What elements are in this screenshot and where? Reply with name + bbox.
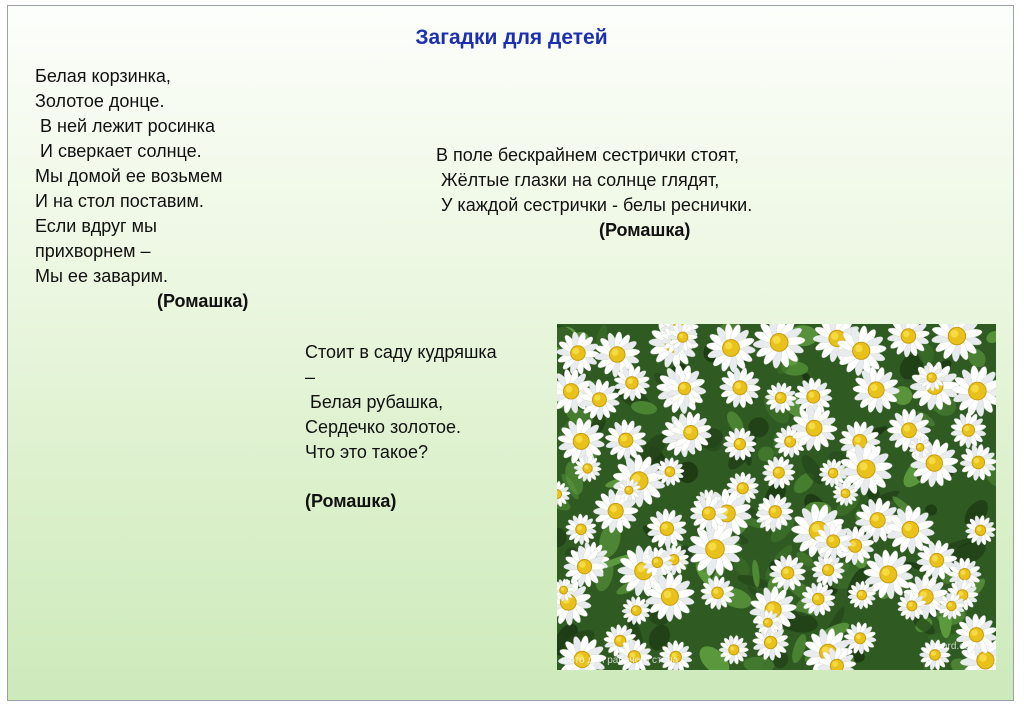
riddle-line: Жёлтые глазки на солнце глядят, [436,170,720,190]
riddle-1 [35,64,248,314]
riddle-line: У каждой сестрички - белы реснички. [436,195,753,215]
slide [7,5,1014,701]
riddle-2 [436,143,752,243]
riddle-line: Мы домой ее возьмем [35,166,223,186]
riddle-line: Золотое донце. [35,91,165,111]
photo-watermark: board.com.ua [930,641,992,652]
riddle-line: Мы ее заварим. [35,266,169,286]
riddle-answer: (Ромашка) [599,220,691,240]
riddle-line: В поле бескрайнем сестрички стоят, [436,145,739,165]
riddle-line: – [305,367,316,387]
riddle-line: Белая корзинка, [35,66,171,86]
riddle-answer: (Ромашка) [157,291,249,311]
riddle-answer: (Ромашка) [305,491,397,511]
photo-watermark: фото для рабочего стола [561,655,679,666]
riddle-line: Стоит в саду кудряшка [305,342,497,362]
riddle-line: Сердечко золотое. [305,417,462,437]
riddle-line: Если вдруг мы [35,216,157,236]
riddle-line: И сверкает солнце. [35,141,202,161]
riddle-line: В ней лежит росинка [35,116,215,136]
riddle-3 [305,340,497,514]
slide-title: Загадки для детей [415,26,608,49]
riddle-line: Белая рубашка, [305,392,444,412]
chamomile-image [557,324,996,670]
riddle-line: прихворнем – [35,241,151,261]
riddle-line: И на стол поставим. [35,191,204,211]
chamomile-photo [557,324,996,670]
riddle-line: Что это такое? [305,442,429,462]
